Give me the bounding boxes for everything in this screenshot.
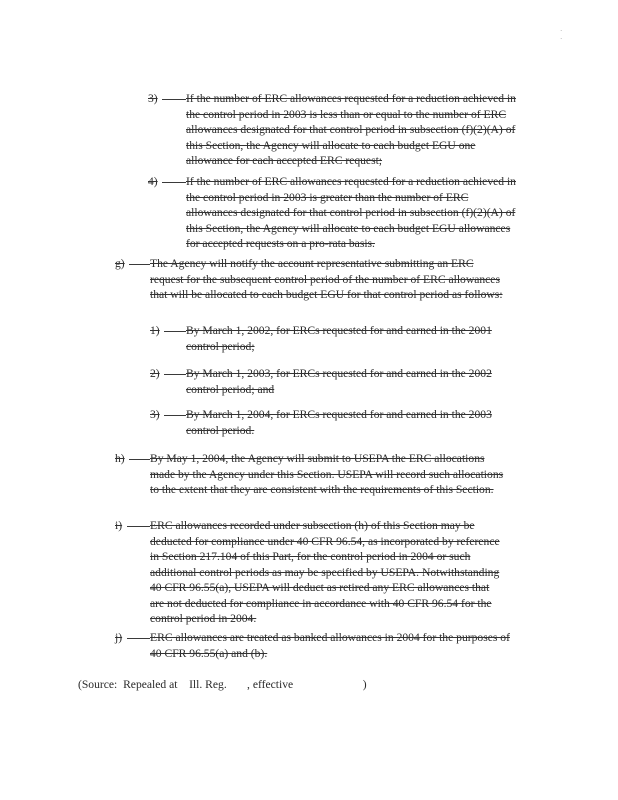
item-label: 1): [150, 324, 160, 337]
item-label: 4): [148, 175, 158, 188]
item-label: 3): [148, 92, 158, 105]
item-text: By May 1, 2004, the Agency will submit to USEPA the ERC allocations made by the Agency under this Section. USEPA will record such allocations to the extent that they are consistent with the requirements of this Section.: [150, 452, 504, 496]
source-note: (Source: Repealed at Ill. Reg. , effective ): [78, 678, 367, 691]
strike-dash: [164, 374, 186, 375]
strike-dash: [164, 331, 186, 332]
strike-dash: [129, 264, 150, 265]
item-text: By March 1, 2004, for ERCs requested for and earned in the 2003 control period.: [186, 408, 492, 437]
item-text: If the number of ERC allowances requested for a reduction achieved in the control period in 2003 is greater than the number of ERC allowances designated for that control period in subsection (f)(2)(A) of this Section, the Agency will allocate to each budget EGU allowances for accepted requests on a pro-rata basis.: [186, 175, 516, 250]
strike-dash: [162, 182, 186, 183]
item-text: If the number of ERC allowances requested for a reduction achieved in the control period in 2003 is less than or equal to the number of ERC allowances designated for that control period in subsection (f)(2)(A) of this Section, the Agency will allocate to each budget EGU one allowance for each accepted ERC request;: [186, 92, 516, 167]
strike-dash: [129, 459, 150, 460]
scan-marks: · ·: [560, 27, 587, 43]
item-text: By March 1, 2003, for ERCs requested for and earned in the 2002 control period; and: [186, 367, 492, 396]
item-text: ERC allowances are treated as banked allowances in 2004 for the purposes of 40 CFR 96.55(a) and (b).: [150, 631, 510, 660]
item-label: g): [115, 257, 125, 270]
item-text: By March 1, 2002, for ERCs requested for and earned in the 2001 control period;: [186, 324, 492, 353]
item-label: i): [115, 519, 123, 532]
strike-dash: [127, 638, 150, 639]
strike-dash: [162, 99, 186, 100]
strike-dash: [164, 415, 186, 416]
strike-dash: [127, 526, 150, 527]
item-label: j): [115, 631, 123, 644]
item-text: ERC allowances recorded under subsection (h) of this Section may be deducted for compliance under 40 CFR 96.54, as incorporated by reference in Section 217.104 of this Part, for the control period in 2004 or such additional control periods as may be specified by USEPA. Notwithstanding 40 CFR 96.55(a), USEPA will deduct as retired any ERC allowances that are not deducted for compliance in accordance with 40 CFR 96.54 for the control period in 2004.: [150, 519, 500, 625]
item-label: h): [115, 452, 125, 465]
item-label: 3): [150, 408, 160, 421]
item-text: The Agency will notify the account representative submitting an ERC request for the subsequent control period of the number of ERC allowances that will be allocated to each budget EGU for that control period as follows:: [150, 257, 503, 301]
item-label: 2): [150, 367, 160, 380]
